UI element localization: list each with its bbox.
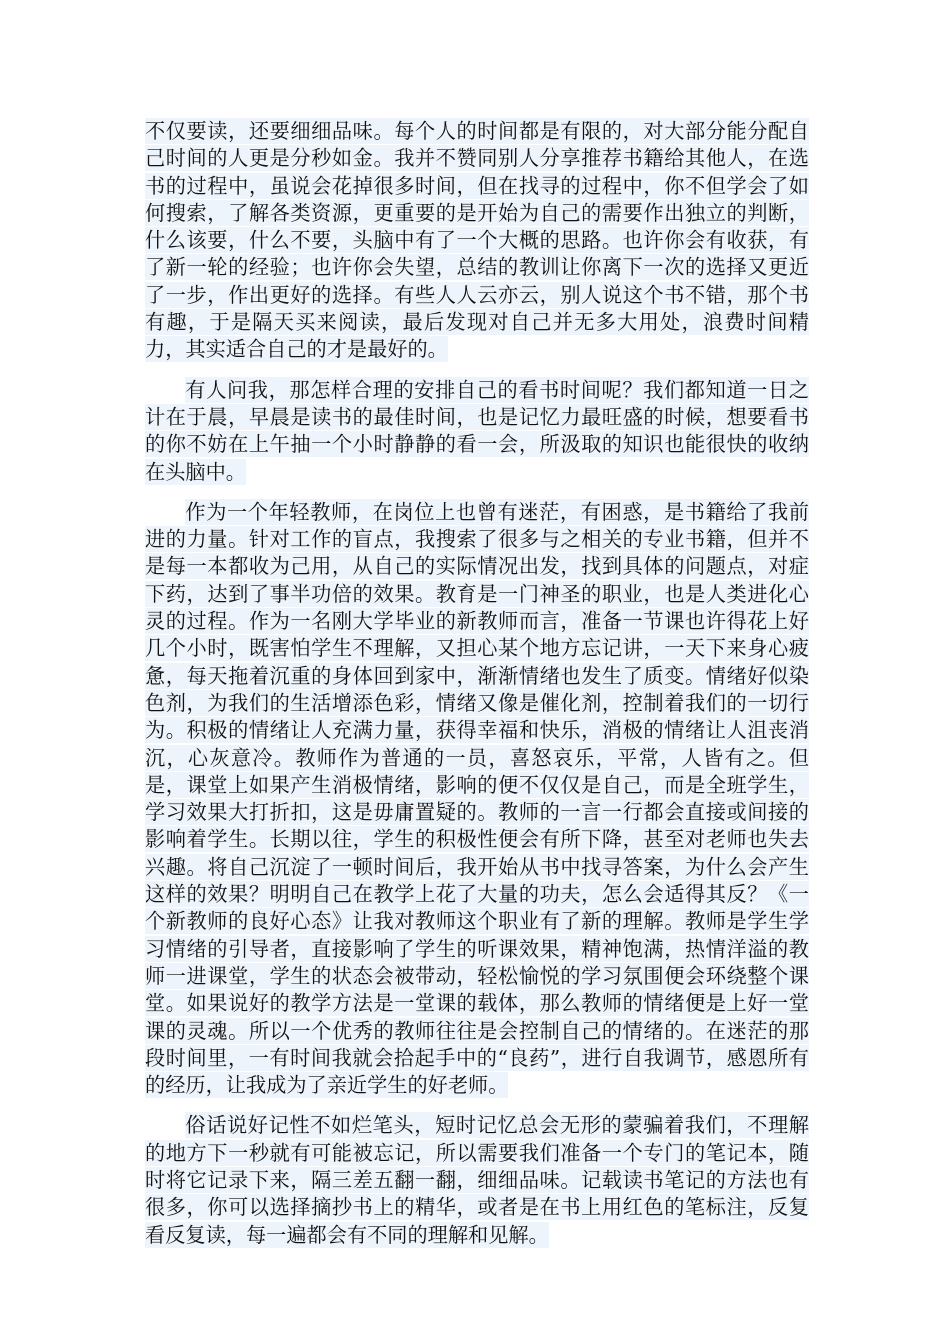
paragraph-3-text: 作为一个年轻教师，在岗位上也曾有迷茫，有困惑，是书籍给了我前进的力量。针对工作的盲点，我搜索了很多与之相关的专业书籍，但并不是每一本都收为己用，从自己的实际情况出发，找到具体的问题点，对症下药，达到了事半功倍的效果。教育是一门神圣的职业，也是人类进化心灵的过程。作为一名刚大学毕业的新教师而言，准备一节课也许得花上好几个小时，既害怕学生不理解，又担心某个地方忘记讲，一天下来身心疲惫，每天拖着沉重的身体回到家中，渐渐情绪也发生了质变。情绪好似染色剂，为我们的生活增添色彩，情绪又像是催化剂，控制着我们的一切行为。积极的情绪让人充满力量，获得幸福和快乐，消极的情绪让人沮丧消沉，心灰意冷。教师作为普通的一员，喜怒哀乐，平常，人皆有之。但是，课堂上如果产生消极情绪，影响的便不仅仅是自己，而是全班学生，学习效果大打折扣，这是毋庸置疑的。教师的一言一行都会直接或间接的影响着学生。长期以往，学生的积极性便会有所下降，甚至对老师也失去兴趣。将自己沉淀了一顿时间后，我开始从书中找寻答案，为什么会产生这样的效果？明明自己在教学上花了大量的功夫，怎么会适得其反？《一个新教师的良好心态》让我对教师这个职业有了新的理解。教师是学生学习情绪的引导者，直接影响了学生的听课效果，精神饱满，热情洋溢的教师一进课堂，学生的状态会被带动，轻松愉悦的学习氛围便会环绕整个课堂。如果说好的教学方法是一堂课的载体，那么教师的情绪便是上好一堂课的灵魂。所以一个优秀的教师往往是会控制自己的情绪的。在迷茫的那段时间里，一有时间我就会拾起手中的“良药”，进行自我调节，感恩所有的经历，让我成为了亲近学生的好老师。 <box>145 499 809 1098</box>
paragraph-3 <box>145 499 809 1100</box>
paragraph-2-text: 有人问我，那怎样合理的安排自己的看书时间呢？我们都知道一日之计在于晨，早晨是读书的最佳时间，也是记忆力最旺盛的时候，想要看书的你不妨在上午抽一个小时静静的看一会，所汲取的知识也能很快的收纳在头脑中。 <box>145 377 809 484</box>
document-body <box>145 118 809 1262</box>
paragraph-2 <box>145 377 809 486</box>
paragraph-1-text: 不仅要读，还要细细品味。每个人的时间都是有限的，对大部分能分配自己时间的人更是分秒如金。我并不赞同别人分享推荐书籍给其他人，在选书的过程中，虽说会花掉很多时间，但在找寻的过程中，你不但学会了如何搜索，了解各类资源，更重要的是开始为自己的需要作出独立的判断，什么该要，什么不要，头脑中有了一个大概的思路。也许你会有收获，有了新一轮的经验；也许你会失望，总结的教训让你离下一次的选择又更近了一步，作出更好的选择。有些人人云亦云，别人说这个书不错，那个书有趣，于是隔天买来阅读，最后发现对自己并无多大用处，浪费时间精力，其实适合自己的才是最好的。 <box>145 119 809 362</box>
paragraph-4-text: 俗话说好记性不如烂笔头，短时记忆总会无形的蒙骗着我们，不理解的地方下一秒就有可能被忘记，所以需要我们准备一个专门的笔记本，随时将它记录下来，隔三差五翻一翻，细细品味。记载读书笔记的方法也有很多，你可以选择摘抄书上的精华，或者是在书上用红色的笔标注，反复看反复读，每一遍都会有不同的理解和见解。 <box>145 1113 809 1247</box>
paragraph-4 <box>145 1112 809 1248</box>
paragraph-1 <box>145 118 809 364</box>
